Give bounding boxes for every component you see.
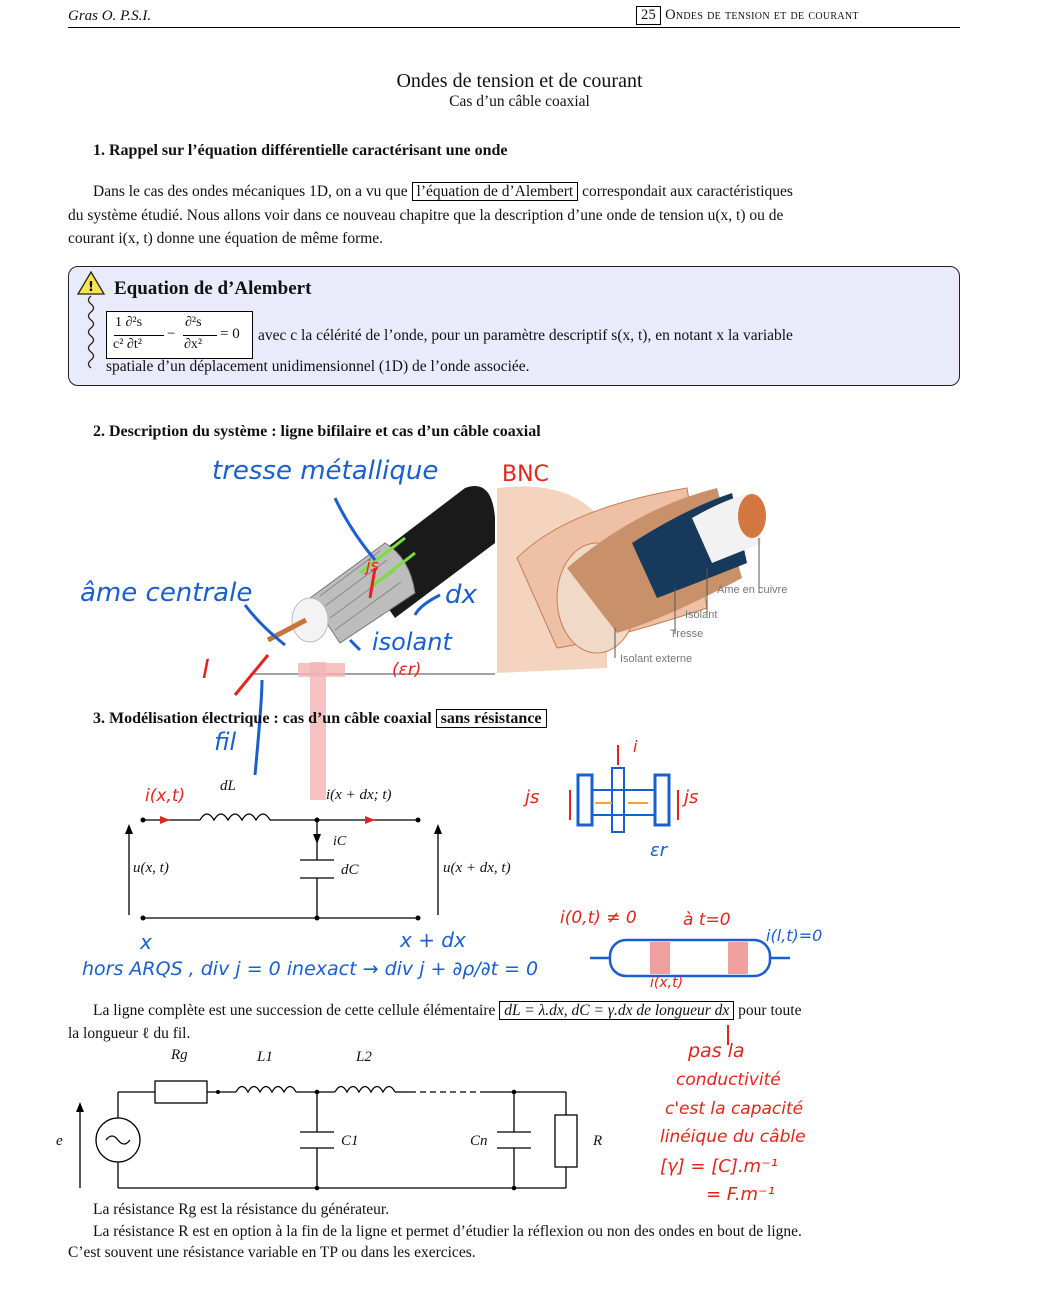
section-1-line3: courant i(x, t) donne une équation de même forme. bbox=[68, 230, 384, 247]
para2-boxed: dL = λ.dx, dC = γ.dx de longueur dx bbox=[499, 1001, 734, 1020]
label-isolant: Isolant bbox=[685, 609, 718, 621]
s1-boxed-term: l’équation de d’Alembert bbox=[412, 182, 579, 201]
s1-text-a: Dans le cas des ondes mécaniques 1D, on a vu que bbox=[93, 183, 408, 200]
hand-js: js bbox=[366, 556, 379, 575]
hand-tresse: tresse métallique bbox=[212, 456, 439, 486]
hand-ixt: i(x,t) bbox=[145, 786, 186, 806]
label-dL: dL bbox=[220, 778, 236, 794]
end-line1: La résistance Rg est la résistance du générateur. bbox=[93, 1201, 390, 1218]
eq-equals: = 0 bbox=[220, 326, 240, 342]
hand-x: x bbox=[140, 930, 152, 954]
end-line3: C’est souvent une résistance variable en TP ou dans les exercices. bbox=[68, 1244, 476, 1261]
label-C1: C1 bbox=[341, 1133, 359, 1149]
page-number: 25 bbox=[636, 6, 661, 25]
hand-i0t: i(0,t) ≠ 0 bbox=[560, 908, 637, 928]
hand-isolant: isolant bbox=[372, 628, 452, 656]
label-u-x-t: u(x, t) bbox=[133, 860, 169, 876]
section-3-title: 3. Modélisation électrique : cas d’un câble coaxial bbox=[93, 710, 432, 727]
label-L1: L1 bbox=[257, 1049, 273, 1065]
section-2-heading: 2. Description du système : ligne bifilaire et cas d’un câble coaxial bbox=[93, 423, 541, 440]
page-subtitle: Cas d’un câble coaxial bbox=[449, 93, 590, 110]
eq-num2: ∂²s bbox=[185, 315, 202, 330]
hand-i: i bbox=[633, 737, 638, 756]
label-R: R bbox=[593, 1133, 603, 1149]
section-1-heading: 1. Rappel sur l’équation différentielle caractérisant une onde bbox=[93, 142, 508, 159]
label-isolant-externe: Isolant externe bbox=[620, 653, 693, 665]
para2-text-b: pour toute bbox=[738, 1002, 802, 1019]
alert-text-1: avec c la célérité de l’onde, pour un paramètre descriptif s(x, t), en notant x la variable bbox=[258, 327, 793, 344]
label-i-x-dx: i(x + dx; t) bbox=[326, 787, 392, 803]
hand-conduct: conductivité bbox=[676, 1070, 781, 1090]
hand-I: I bbox=[202, 655, 210, 685]
header-author: Gras O. P.S.I. bbox=[68, 8, 152, 24]
hand-bnc: BNC bbox=[502, 462, 549, 487]
label-u-x-dx: u(x + dx, t) bbox=[443, 860, 511, 876]
hand-at0: à t=0 bbox=[683, 910, 731, 930]
hand-unit2: = F.m⁻¹ bbox=[706, 1184, 775, 1205]
eq-minus: − bbox=[167, 326, 176, 342]
end-line2: La résistance R est en option à la fin de la ligne et permet d’étudier la réflexion ou non des ondes en bout de ligne. bbox=[93, 1223, 802, 1240]
hand-fil: fil bbox=[214, 728, 237, 756]
para2-line2: la longueur ℓ du fil. bbox=[68, 1025, 191, 1042]
hand-dx: dx bbox=[445, 580, 477, 610]
alert-title: Equation de d’Alembert bbox=[114, 278, 312, 299]
section-1-line2: du système étudié. Nous allons voir dans ce nouveau chapitre que la description d’une onde de tension u(x, t) ou de bbox=[68, 207, 784, 224]
label-tresse: Tresse bbox=[670, 628, 704, 640]
hand-lineique: linéique du câble bbox=[660, 1127, 806, 1147]
svg-text:!: ! bbox=[88, 280, 94, 295]
eq-num1: 1 ∂²s bbox=[115, 315, 143, 330]
label-dC: dC bbox=[341, 862, 359, 878]
hand-arqs: hors ARQS , div j = 0 inexact → div j + ∂ρ/∂t = 0 bbox=[82, 958, 539, 980]
hand-cest: c'est la capacité bbox=[665, 1099, 804, 1119]
page-title: Ondes de tension et de courant bbox=[396, 70, 643, 92]
label-ame-cuivre: Ame en cuivre bbox=[717, 584, 788, 596]
hand-xdx: x + dx bbox=[400, 928, 466, 952]
chapter-title: Ondes de tension et de courant bbox=[665, 7, 859, 23]
label-L2: L2 bbox=[356, 1049, 372, 1065]
hand-er: (εr) bbox=[392, 660, 422, 680]
hand-js-left: js bbox=[525, 787, 540, 808]
hand-ame-centrale: âme centrale bbox=[80, 578, 253, 608]
hand-pasla: pas la bbox=[688, 1040, 745, 1062]
s1-text-b: correspondait aux caractéristiques bbox=[582, 183, 793, 200]
label-ic: iC bbox=[333, 834, 347, 849]
alert-text-2: spatiale d’un déplacement unidimensionnel (1D) de l’onde associée. bbox=[106, 358, 530, 375]
hand-js-right: js bbox=[684, 787, 699, 808]
hand-er2: εr bbox=[650, 840, 668, 861]
label-Rg: Rg bbox=[171, 1047, 188, 1063]
label-Cn: Cn bbox=[470, 1133, 488, 1149]
hand-unit1: [γ] = [C].m⁻¹ bbox=[660, 1156, 778, 1177]
hand-ilt: i(l,t)=0 bbox=[766, 926, 823, 945]
para2-text-a: La ligne complète est une succession de cette cellule élémentaire bbox=[93, 1002, 496, 1019]
label-e: e bbox=[56, 1133, 63, 1149]
section-3-boxed: sans résistance bbox=[436, 709, 547, 728]
eq-den1: c² ∂t² bbox=[113, 337, 142, 352]
hand-ixt2: i(x,t) bbox=[650, 975, 684, 991]
eq-den2: ∂x² bbox=[184, 337, 203, 352]
